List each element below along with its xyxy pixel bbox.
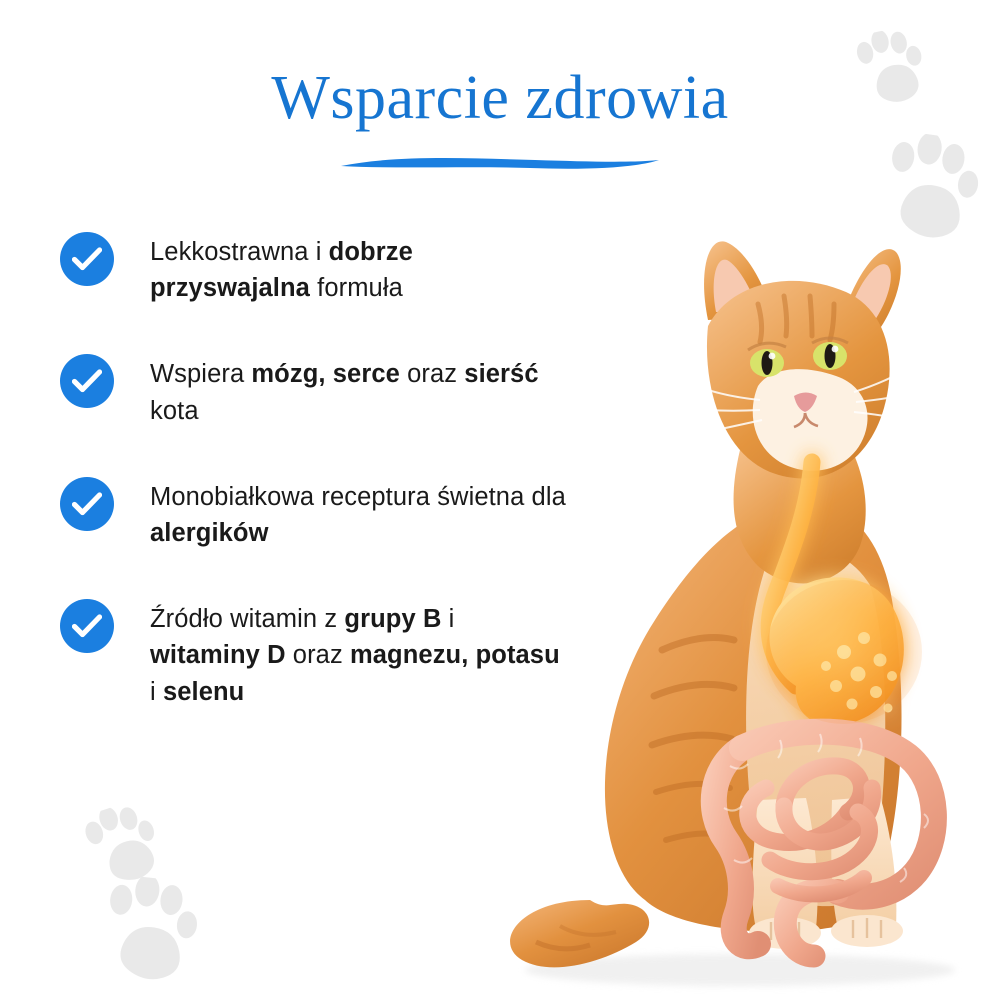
benefit-1-part-2: dobrze przyswajalna bbox=[150, 238, 413, 303]
benefit-2-part-5: kota bbox=[150, 396, 199, 425]
check-icon bbox=[60, 232, 114, 286]
ginger-cat-with-digestive-system-illustration bbox=[440, 200, 1000, 1000]
benefit-2-part-1: Wspiera bbox=[150, 360, 252, 389]
benefit-2-part-2: mózg, serce bbox=[251, 360, 400, 389]
benefit-4-part-6: magnezu, potasu bbox=[350, 641, 560, 670]
benefit-2-part-4: sierść bbox=[464, 360, 539, 389]
check-icon bbox=[60, 599, 114, 653]
paw-print-bottom-left-large bbox=[95, 873, 206, 991]
benefit-4-part-1: Źródło witamin z bbox=[150, 605, 345, 634]
benefit-4-part-8: selenu bbox=[162, 677, 245, 706]
benefit-4-part-3: i bbox=[441, 605, 455, 634]
benefit-4-part-5: oraz bbox=[285, 641, 350, 670]
check-icon bbox=[60, 354, 114, 408]
benefit-3-part-1: Monobiałkowa receptura świetna dla bbox=[150, 482, 566, 511]
benefit-2-part-3: oraz bbox=[399, 360, 465, 389]
benefit-4-part-7: i bbox=[150, 677, 163, 706]
benefit-1-part-3: formuła bbox=[309, 274, 403, 303]
check-icon bbox=[60, 477, 114, 531]
page-title: Wsparcie zdrowia bbox=[271, 64, 729, 132]
benefit-4-part-2: grupy B bbox=[344, 605, 442, 634]
title-underline-brush bbox=[0, 152, 1000, 179]
benefit-1-part-1: Lekkostrawna i bbox=[150, 238, 329, 266]
benefit-3-part-2: alergików bbox=[150, 519, 269, 548]
benefit-4-part-4: witaminy D bbox=[150, 641, 286, 670]
